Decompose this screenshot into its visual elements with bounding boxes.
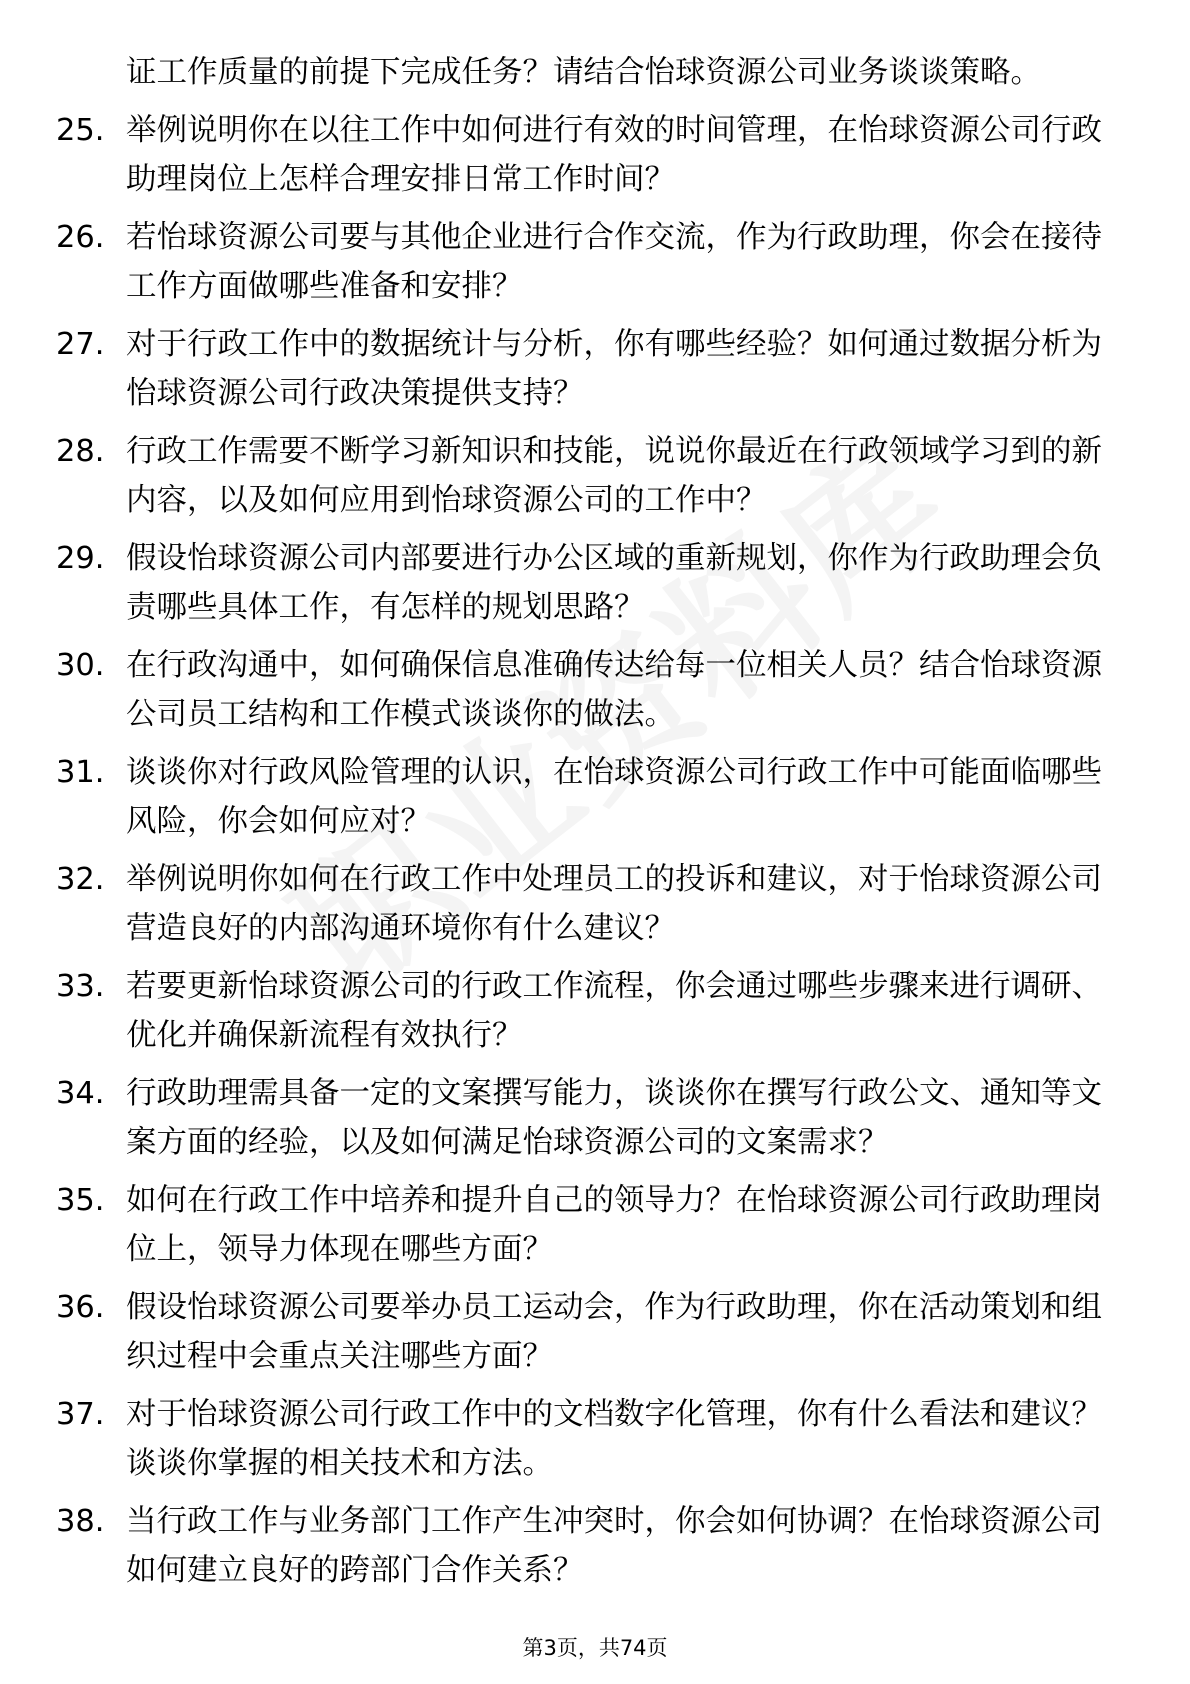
question-number: 33. [56,969,105,1004]
question-number: 35. [56,1183,105,1218]
question-text: 对于怡球资源公司行政工作中的文档数字化管理，你有什么看法和建议？谈谈你掌握的相关技术和方法。 [126,1397,1102,1481]
page-footer: 第3页，共74页 [522,1636,668,1660]
question-item [56,1497,1116,1595]
question-item [56,1283,1116,1381]
question-text: 在行政沟通中，如何确保信息准确传达给每一位相关人员？结合怡球资源公司员工结构和工作模式谈谈你的做法。 [126,648,1102,732]
question-list [56,48,1116,1604]
question-number: 30. [56,648,105,683]
question-item [56,1176,1116,1274]
question-number: 31. [56,755,105,790]
question-item [56,962,1116,1060]
question-text: 当行政工作与业务部门工作产生冲突时，你会如何协调？在怡球资源公司如何建立良好的跨部门合作关系？ [126,1504,1102,1588]
question-text: 行政工作需要不断学习新知识和技能，说说你最近在行政领域学习到的新内容，以及如何应用到怡球资源公司的工作中？ [126,434,1102,518]
question-number: 32. [56,862,105,897]
question-number: 37. [56,1397,105,1432]
question-number: 34. [56,1076,105,1111]
question-number: 36. [56,1290,105,1325]
question-text: 假设怡球资源公司要举办员工运动会，作为行政助理，你在活动策划和组织过程中会重点关注哪些方面？ [126,1290,1102,1374]
question-number: 29. [56,541,105,576]
question-item [56,106,1116,204]
question-item [56,855,1116,953]
question-item [56,1390,1116,1488]
question-number: 28. [56,434,105,469]
question-item [56,641,1116,739]
question-text: 若怡球资源公司要与其他企业进行合作交流，作为行政助理，你会在接待工作方面做哪些准备和安排？ [126,220,1102,304]
question-number: 26. [56,220,105,255]
question-item [56,748,1116,846]
question-number: 38. [56,1504,105,1539]
question-item [56,320,1116,418]
question-item [56,534,1116,632]
question-text: 举例说明你如何在行政工作中处理员工的投诉和建议，对于怡球资源公司营造良好的内部沟通环境你有什么建议？ [126,862,1102,946]
question-text: 举例说明你在以往工作中如何进行有效的时间管理，在怡球资源公司行政助理岗位上怎样合理安排日常工作时间？ [126,113,1102,197]
question-number: 25. [56,113,105,148]
question-number: 27. [56,327,105,362]
question-item [56,1069,1116,1167]
question-item [56,427,1116,525]
question-continuation [56,48,1116,97]
question-text: 假设怡球资源公司内部要进行办公区域的重新规划，你作为行政助理会负责哪些具体工作，有怎样的规划思路？ [126,541,1102,625]
question-text: 谈谈你对行政风险管理的认识，在怡球资源公司行政工作中可能面临哪些风险，你会如何应对？ [126,755,1102,839]
question-text: 证工作质量的前提下完成任务？请结合怡球资源公司业务谈谈策略。 [126,55,1041,90]
question-text: 对于行政工作中的数据统计与分析，你有哪些经验？如何通过数据分析为怡球资源公司行政决策提供支持？ [126,327,1102,411]
question-text: 如何在行政工作中培养和提升自己的领导力？在怡球资源公司行政助理岗位上，领导力体现在哪些方面？ [126,1183,1102,1267]
question-text: 行政助理需具备一定的文案撰写能力，谈谈你在撰写行政公文、通知等文案方面的经验，以及如何满足怡球资源公司的文案需求？ [126,1076,1102,1160]
question-item [56,213,1116,311]
question-text: 若要更新怡球资源公司的行政工作流程，你会通过哪些步骤来进行调研、优化并确保新流程有效执行？ [126,969,1102,1053]
